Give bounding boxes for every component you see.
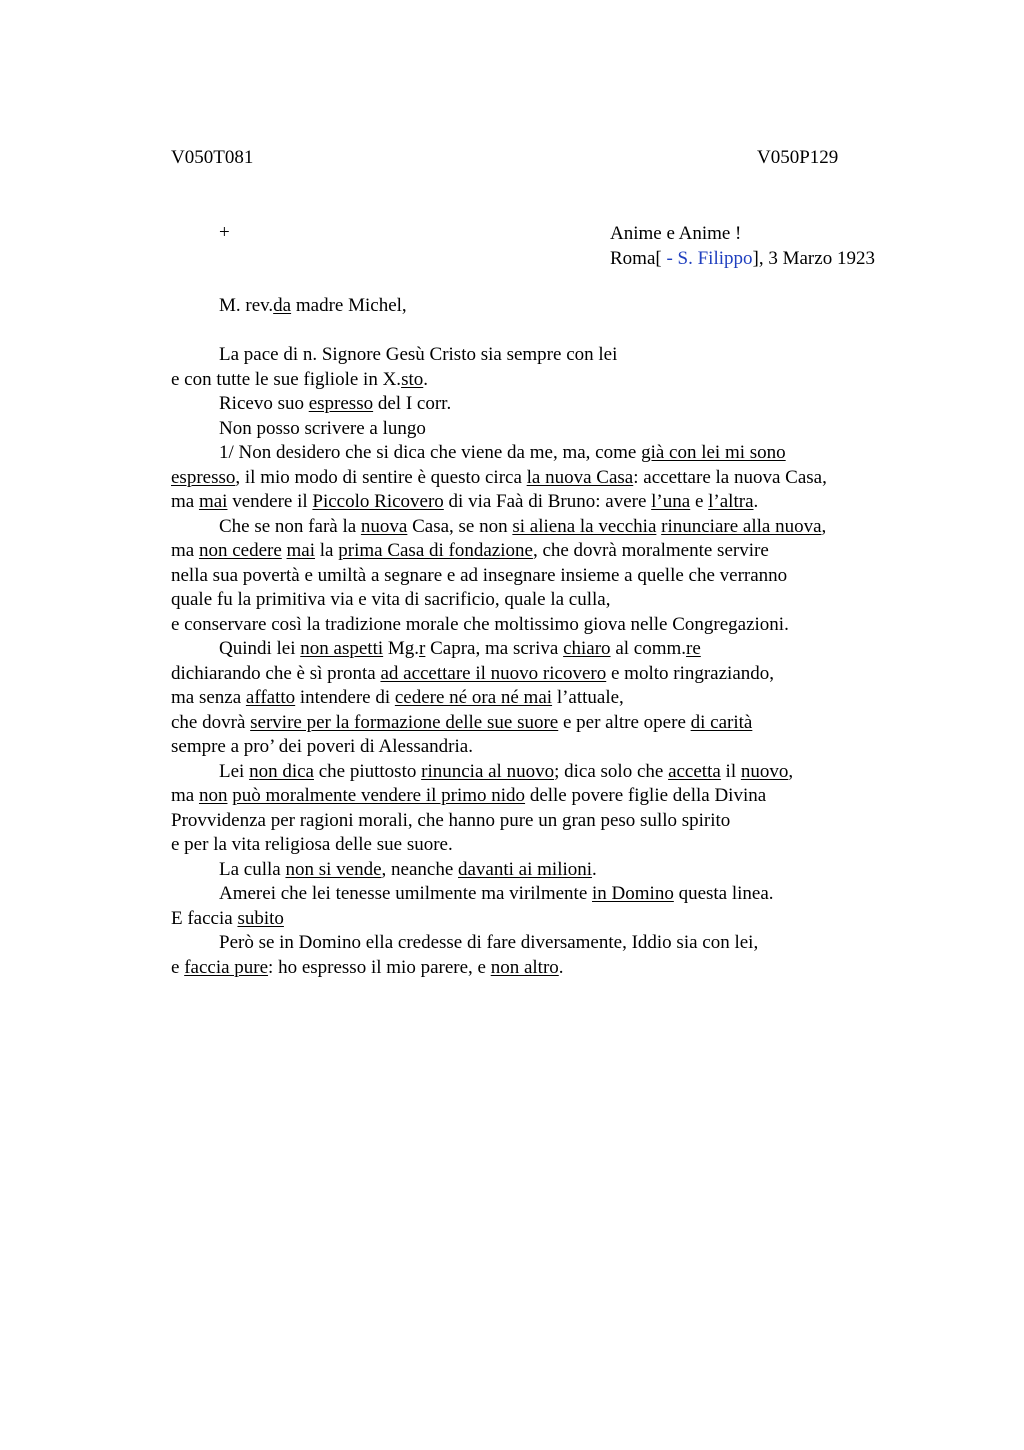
text-segment: ma senza <box>171 687 246 708</box>
text-line <box>171 343 891 368</box>
underlined-text: rinuncia al nuovo <box>421 760 555 782</box>
underlined-text: nuova <box>360 515 408 537</box>
text-segment: al comm. <box>610 638 687 659</box>
text-line <box>171 809 891 834</box>
text-line <box>171 588 891 613</box>
underlined-text: mai <box>286 540 316 561</box>
text-segment: . <box>423 368 428 390</box>
underlined-text: mai <box>198 491 228 512</box>
text-segment: : accettare la nuova Casa, <box>633 466 827 488</box>
document-code-right: V050P129 <box>757 147 839 168</box>
text-segment: delle povere figlie della Divina <box>525 785 767 806</box>
text-line <box>171 931 891 956</box>
text-segment: e per altre opere <box>558 711 691 733</box>
text-line <box>171 417 891 442</box>
text-segment: vendere il <box>227 491 313 512</box>
text-segment: quale fu la primitiva via e vita di sacrificio, quale la culla, <box>171 589 611 610</box>
text-segment: di via Faà di Bruno: avere <box>443 491 652 512</box>
salutation-abbr: da <box>273 295 292 316</box>
text-segment: che dovrà <box>171 711 251 733</box>
text-segment: e <box>690 491 709 512</box>
text-segment: Capra, ma scriva <box>425 638 564 659</box>
text-line <box>171 882 891 907</box>
text-line <box>171 441 891 466</box>
text-segment: e per la vita religiosa delle sue suore. <box>171 834 453 855</box>
text-segment: Non posso scrivere a lungo <box>219 417 426 439</box>
text-segment: ma <box>171 540 199 561</box>
document-code-left: V050T081 <box>171 147 254 168</box>
underlined-text: Piccolo Ricovero <box>312 491 444 512</box>
underlined-text: espresso <box>308 393 374 414</box>
text-line <box>171 956 891 981</box>
underlined-text: accetta <box>668 760 721 782</box>
text-segment: e <box>171 956 185 978</box>
underlined-text: non cedere <box>198 540 282 561</box>
text-segment: , <box>821 515 827 537</box>
text-segment: , neanche <box>381 858 458 880</box>
text-segment: nella sua povertà e umiltà a segnare e ad insegnare insieme a quelle che verranno <box>171 564 788 586</box>
underlined-text: non aspetti <box>300 638 384 659</box>
text-line <box>171 711 891 736</box>
text-segment: questa linea. <box>673 883 774 904</box>
text-segment: . <box>592 858 597 880</box>
text-segment: Ricevo suo <box>219 393 309 414</box>
place-prefix: Roma[ <box>610 247 662 269</box>
text-segment: Che se non farà la <box>219 515 361 537</box>
underlined-text: cedere né ora né mai <box>394 687 553 708</box>
text-segment: . <box>558 956 564 978</box>
place-date <box>610 247 875 272</box>
underlined-text: servire per la formazione delle sue suore <box>250 711 559 733</box>
underlined-text: di carità <box>690 711 753 733</box>
text-line <box>171 637 891 662</box>
text-segment: e con tutte le sue figliole in X. <box>171 368 402 390</box>
text-segment: che piuttosto <box>313 760 422 782</box>
underlined-text: nuovo <box>740 760 789 782</box>
text-segment: del I corr. <box>373 393 452 414</box>
text-line <box>171 466 891 491</box>
underlined-text: già con lei mi sono <box>641 442 786 463</box>
underlined-text: affatto <box>245 687 296 708</box>
text-segment: l’attuale, <box>552 687 624 708</box>
text-segment: Mg. <box>383 638 420 659</box>
text-segment: sempre a pro’ dei poveri di Alessandria. <box>171 736 473 757</box>
underlined-text: l’altra <box>708 491 754 512</box>
text-segment: . <box>753 491 759 512</box>
text-line <box>171 735 891 760</box>
text-line <box>171 858 891 883</box>
text-segment: : ho espresso il mio parere, e <box>268 956 491 978</box>
text-segment: La culla <box>219 858 286 880</box>
text-line <box>171 368 891 393</box>
text-segment: , il mio modo di sentire è questo circa <box>235 466 527 488</box>
text-line <box>171 515 891 540</box>
text-segment: , che dovrà moralmente servire <box>532 540 769 561</box>
underlined-text: davanti ai milioni <box>458 858 593 880</box>
letter-body <box>171 343 891 980</box>
underlined-text: può moralmente vendere il primo nido <box>232 785 526 806</box>
text-line <box>171 784 891 809</box>
salutation <box>219 295 407 317</box>
date-block <box>610 222 875 271</box>
underlined-text: ad accettare il nuovo ricovero <box>380 662 607 684</box>
text-line <box>171 833 891 858</box>
underlined-text: non <box>198 785 228 806</box>
underlined-text: faccia pure <box>184 956 269 978</box>
underlined-text: rinunciare alla nuova <box>661 515 822 537</box>
text-segment: Lei <box>219 760 250 782</box>
text-line <box>171 907 891 932</box>
text-segment: Quindi lei <box>219 638 301 659</box>
cross-mark: + <box>219 222 230 243</box>
text-segment: Provvidenza per ragioni morali, che hanno pure un gran peso sullo spirito <box>171 809 731 831</box>
text-segment: e molto ringraziando, <box>606 662 775 684</box>
text-line <box>171 686 891 711</box>
text-line <box>171 392 891 417</box>
underlined-text: la nuova Casa <box>526 466 634 488</box>
underlined-text: subito <box>237 907 284 929</box>
text-segment: E faccia <box>171 907 238 929</box>
text-segment: Casa, se non <box>407 515 513 537</box>
underlined-text: chiaro <box>563 638 611 659</box>
underlined-text: espresso <box>171 466 236 488</box>
place-insert: - S. Filippo <box>661 247 753 269</box>
underlined-text: r <box>419 638 426 659</box>
underlined-text: l’una <box>651 491 691 512</box>
underlined-text: in Domino <box>592 883 674 904</box>
underlined-text: sto <box>401 368 424 390</box>
underlined-text: prima Casa di fondazione <box>338 540 533 561</box>
salutation-pre: M. rev. <box>219 295 274 316</box>
text-segment: Amerei che lei tenesse umilmente ma virilmente <box>219 883 593 904</box>
text-line <box>171 662 891 687</box>
underlined-text: non altro <box>490 956 559 978</box>
text-line <box>171 760 891 785</box>
text-line <box>171 613 891 638</box>
motto: Anime e Anime ! <box>610 223 742 244</box>
text-segment: il <box>720 760 741 782</box>
text-segment: e conservare così la tradizione morale che moltissimo giova nelle Congregazioni. <box>171 613 789 635</box>
text-line <box>171 539 891 564</box>
text-segment: La pace di n. Signore Gesù Cristo sia sempre con lei <box>219 344 618 365</box>
underlined-text: non dica <box>249 760 314 782</box>
text-line <box>171 490 891 515</box>
underlined-text: re <box>686 638 701 659</box>
place-suffix: ], 3 Marzo 1923 <box>752 247 875 269</box>
text-segment: Però se in Domino ella credesse di fare diversamente, Iddio sia con lei, <box>219 932 759 953</box>
text-segment: , <box>788 760 794 782</box>
text-segment: ma <box>171 491 199 512</box>
text-segment: ; dica solo che <box>554 760 669 782</box>
text-segment: 1/ Non desidero che si dica che viene da me, ma, come <box>219 442 642 463</box>
text-line <box>171 564 891 589</box>
text-segment: intendere di <box>295 687 395 708</box>
salutation-post: madre Michel, <box>291 295 407 316</box>
text-segment: dichiarando che è sì pronta <box>171 662 381 684</box>
underlined-text: si aliena la vecchia <box>512 515 657 537</box>
text-segment: ma <box>171 785 199 806</box>
text-segment: la <box>315 540 339 561</box>
underlined-text: non si vende <box>285 858 382 880</box>
